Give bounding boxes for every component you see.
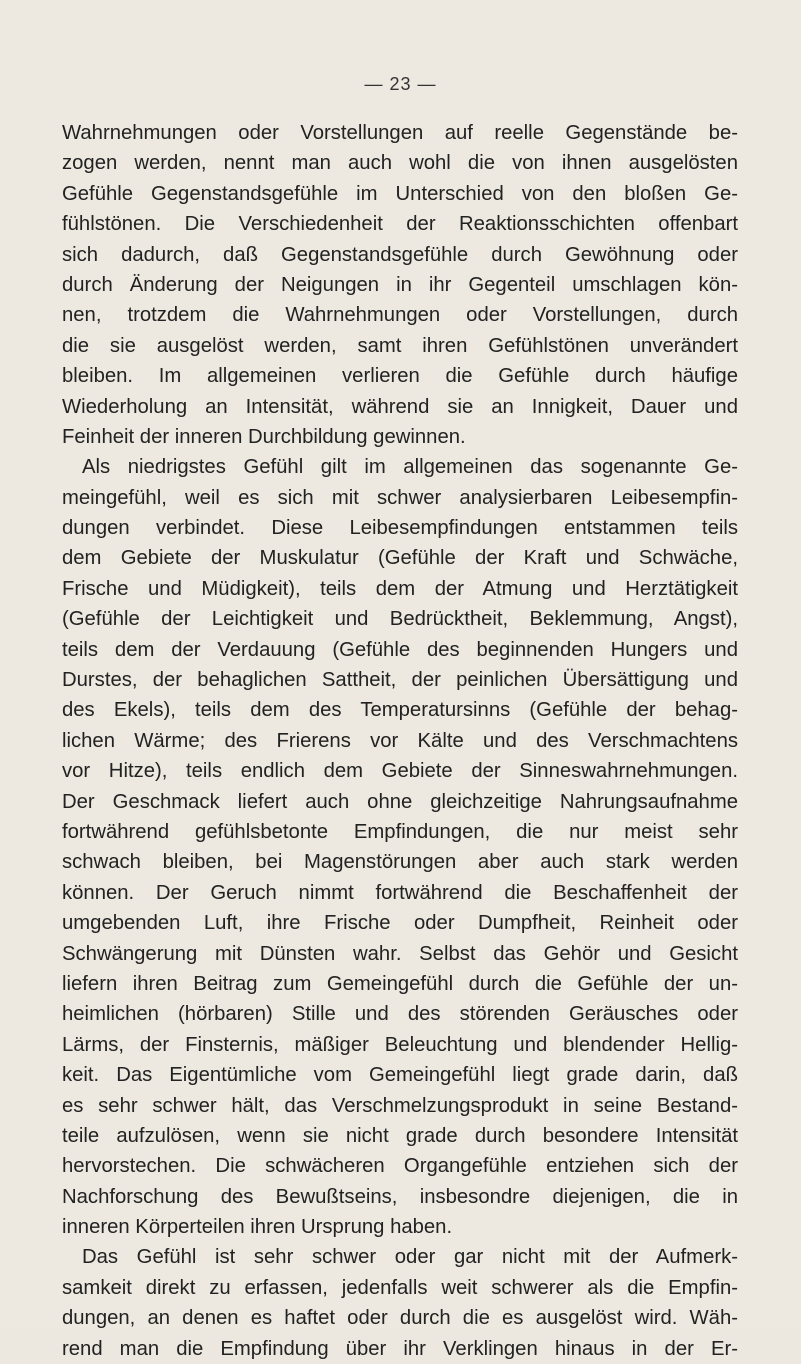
text-line: es sehr schwer hält, das Verschmelzungsprodukt in seine Bestand- <box>62 1094 738 1117</box>
text-line: Gefühle Gegenstandsgefühle im Unterschied von den bloßen Ge- <box>62 182 738 205</box>
text-line: können. Der Geruch nimmt fortwährend die Beschaffenheit der <box>62 881 738 904</box>
text-line: Wahrnehmungen oder Vorstellungen auf reelle Gegenstände be- <box>62 122 738 144</box>
text-line: keit. Das Eigentümliche vom Gemeingefühl liegt grade darin, daß <box>62 1064 738 1087</box>
text-line: bleiben. Im allgemeinen verlieren die Gefühle durch häufige <box>62 365 738 388</box>
text-line: schwach bleiben, bei Magenstörungen aber auch stark werden <box>62 851 738 874</box>
text-line: fühlstönen. Die Verschiedenheit der Reaktionsschichten offenbart <box>62 213 738 236</box>
paragraph-start-line: Als niedrigstes Gefühl gilt im allgemeinen das sogenannte Ge- <box>82 456 738 479</box>
text-line: teils dem der Verdauung (Gefühle des beginnenden Hungers und <box>62 638 738 661</box>
text-line: Wiederholung an Intensität, während sie an Innigkeit, Dauer und <box>62 395 738 418</box>
paragraph-start-line: Das Gefühl ist sehr schwer oder gar nicht mit der Aufmerk- <box>82 1246 738 1269</box>
text-line: hervorstechen. Die schwächeren Organgefühle entziehen sich der <box>62 1155 738 1178</box>
text-line: Frische und Müdigkeit), teils dem der Atmung und Herztätigkeit <box>62 577 738 600</box>
text-line: dem Gebiete der Muskulatur (Gefühle der Kraft und Schwäche, <box>62 547 738 570</box>
body-text <box>62 118 738 1364</box>
paragraph-end-line: Feinheit der inneren Durchbildung gewinnen. <box>62 425 466 448</box>
text-line: Schwängerung mit Dünsten wahr. Selbst das Gehör und Gesicht <box>62 942 738 965</box>
text-line: Der Geschmack liefert auch ohne gleichzeitige Nahrungsaufnahme <box>62 790 738 813</box>
text-line: dungen, an denen es haftet oder durch die es ausgelöst wird. Wäh- <box>62 1307 738 1330</box>
text-line: des Ekels), teils dem des Temperatursinns (Gefühle der behag- <box>62 699 738 722</box>
text-line: lichen Wärme; des Frierens vor Kälte und des Verschmachtens <box>62 729 738 752</box>
text-line: nen, trotzdem die Wahrnehmungen oder Vorstellungen, durch <box>62 304 738 327</box>
text-line: rend man die Empfindung über ihr Verklingen hinaus in der Er- <box>62 1337 738 1360</box>
text-line: liefern ihren Beitrag zum Gemeingefühl durch die Gefühle der un- <box>62 972 738 995</box>
text-line: fortwährend gefühlsbetonte Empfindungen, die nur meist sehr <box>62 820 738 843</box>
paragraph-end-line: inneren Körperteilen ihren Ursprung haben. <box>62 1216 453 1239</box>
text-line: dungen verbindet. Diese Leibesempfindungen entstammen teils <box>62 517 738 540</box>
text-line: vor Hitze), teils endlich dem Gebiete der Sinneswahrnehmungen. <box>62 760 738 783</box>
text-line: sich dadurch, daß Gegenstandsgefühle durch Gewöhnung oder <box>62 243 738 266</box>
text-line: heimlichen (hörbaren) Stille und des störenden Geräusches oder <box>62 1003 738 1026</box>
text-line: zogen werden, nennt man auch wohl die von ihnen ausgelösten <box>62 152 738 175</box>
text-line: umgebenden Luft, ihre Frische oder Dumpfheit, Reinheit oder <box>62 912 738 935</box>
text-line: die sie ausgelöst werden, samt ihren Gefühlstönen unverändert <box>62 334 738 357</box>
text-line: teile aufzulösen, wenn sie nicht grade durch besondere Intensität <box>62 1124 738 1147</box>
text-line: Durstes, der behaglichen Sattheit, der peinlichen Übersättigung und <box>62 669 738 692</box>
text-line: durch Änderung der Neigungen in ihr Gegenteil umschlagen kön- <box>62 273 738 296</box>
page-number: — 23 — <box>364 74 437 94</box>
text-line: Nachforschung des Bewußtseins, insbesondre diejenigen, die in <box>62 1185 738 1208</box>
text-line: samkeit direkt zu erfassen, jedenfalls weit schwerer als die Empfin- <box>62 1276 738 1299</box>
text-line: meingefühl, weil es sich mit schwer analysierbaren Leibesempfin- <box>62 486 738 509</box>
text-line: (Gefühle der Leichtigkeit und Bedrücktheit, Beklemmung, Angst), <box>62 608 738 631</box>
text-line: Lärms, der Finsternis, mäßiger Beleuchtung und blendender Hellig- <box>62 1033 738 1056</box>
